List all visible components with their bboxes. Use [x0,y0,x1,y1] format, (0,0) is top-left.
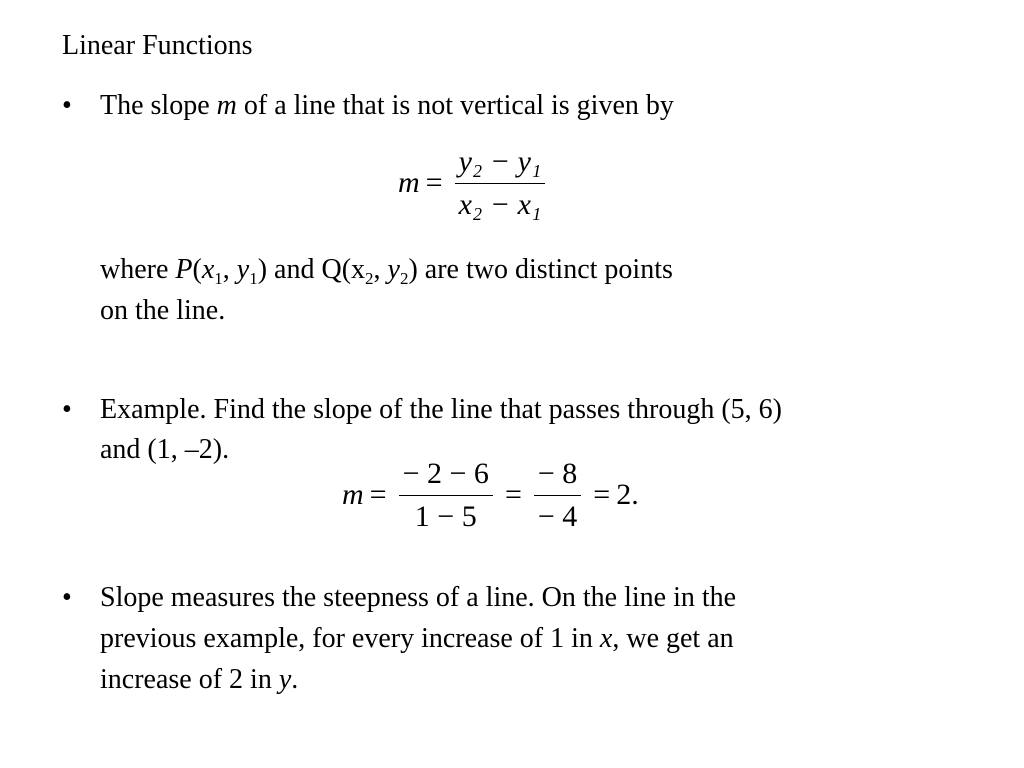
example-equals-3: = [593,478,611,511]
slope-numerator: y₂ − y₁ [458,145,542,178]
example-fraction-1 [399,455,493,535]
example-den-2: − 4 [537,499,578,533]
where-line: where $P(x_1$, $y_1$) and $Q(x_2$, $y_2$) are two distinct points [100,254,673,288]
bullet1-pre: The slope [100,90,217,121]
example-formula [342,455,639,535]
slope-fraction [455,143,546,223]
example-num-1: − 2 − 6 [402,457,489,490]
example-result: 2. [616,478,639,511]
bullet3-line3: increase of 2 in y. [100,664,299,695]
fraction-bar [399,495,493,496]
bullet1-post: of a line that is not vertical is given by [236,90,674,121]
example-equals: = [369,478,387,511]
bullet2-line2: and (1, –2). [100,434,230,465]
example-equals-2: = [504,478,522,511]
bullet-marker: • [62,394,72,425]
slide-title: Linear Functions [62,30,253,61]
slope-denominator: x₂ − x₁ [458,187,542,221]
example-den-1: 1 − 5 [414,499,477,533]
fraction-bar [534,495,581,496]
example-lhs: m [342,478,364,511]
bullet-marker: • [62,90,72,121]
bullet-marker: • [62,582,72,613]
example-fraction-2 [534,455,581,535]
formula-lhs: m [398,166,420,199]
formula-equals: = [425,166,443,199]
bullet1-text [100,90,674,122]
example-num-2: − 8 [537,457,578,490]
bullet3-line1: Slope measures the steepness of a line. On the line in the [100,582,737,613]
where-line-2: on the line. [100,295,226,326]
fraction-bar [455,183,546,184]
bullet1-m: m [216,90,237,121]
bullet2-line1: Example. Find the slope of the line that passes through (5, 6) [100,394,782,425]
slope-formula [398,143,551,223]
bullet3-line2: previous example, for every increase of 1 in x, we get an [100,623,734,654]
